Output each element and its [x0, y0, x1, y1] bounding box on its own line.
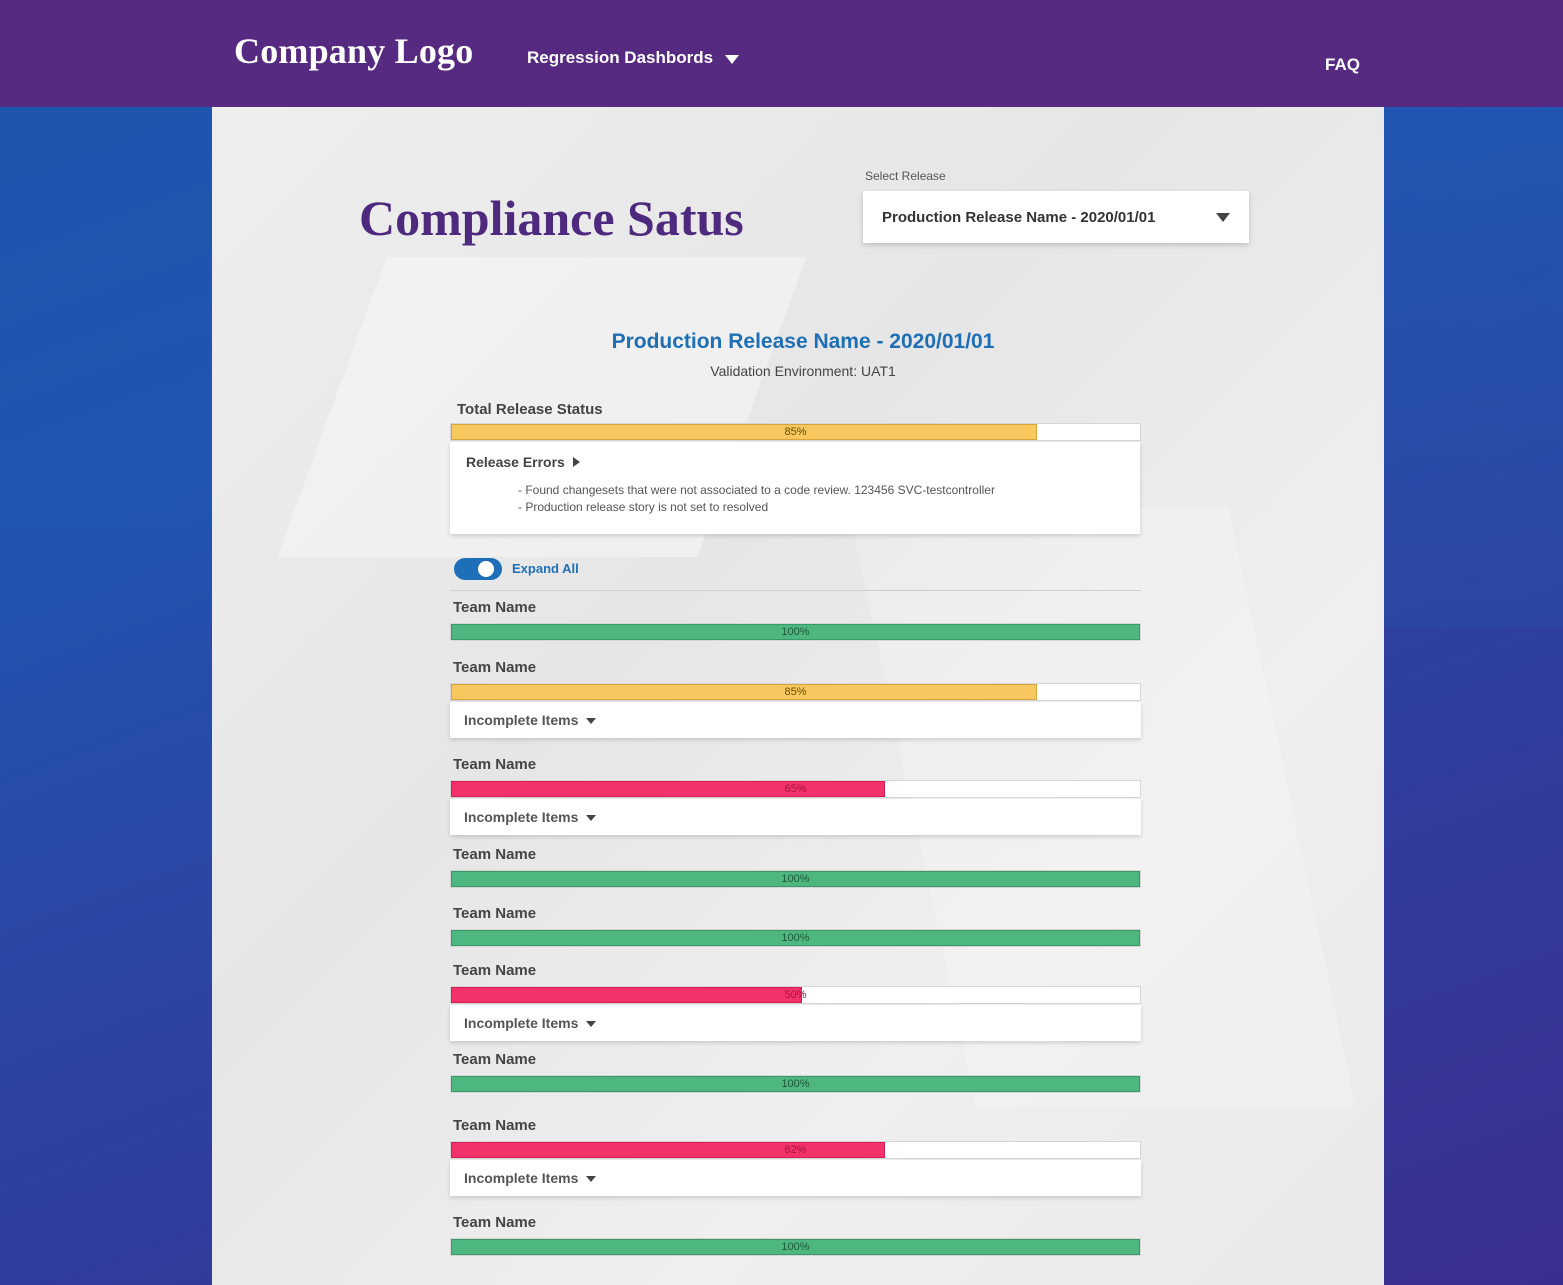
chevron-down-icon [586, 718, 596, 724]
progress-percent: 100% [781, 1241, 810, 1253]
team-name-label: Team Name [453, 756, 537, 773]
regression-dashboards-menu[interactable] [527, 48, 739, 68]
release-select-value: Production Release Name - 2020/01/01 [882, 208, 1156, 226]
team-progress-bar [450, 780, 1141, 798]
progress-percent: 100% [781, 1078, 810, 1090]
incomplete-items-toggle[interactable] [464, 712, 596, 728]
chevron-down-icon [586, 1021, 596, 1027]
chevron-down-icon [1216, 213, 1230, 222]
regression-dashboards-label: Regression Dashbords [527, 48, 714, 67]
incomplete-items-label: Incomplete Items [464, 809, 579, 825]
top-navigation-bar [0, 0, 1563, 107]
team-progress-bar [450, 1141, 1141, 1159]
incomplete-items-label: Incomplete Items [464, 1170, 579, 1186]
release-errors-toggle[interactable] [466, 454, 580, 470]
background-shard [0, 107, 212, 527]
team-name-label: Team Name [453, 905, 537, 922]
progress-percent: 100% [781, 626, 810, 638]
incomplete-items-panel [450, 702, 1141, 738]
release-error-item: - Production release story is not set to resolved [518, 500, 769, 514]
progress-percent: 65% [784, 783, 807, 795]
incomplete-items-toggle[interactable] [464, 809, 596, 825]
team-name-label: Team Name [453, 1051, 537, 1068]
page-title: Compliance Satus [359, 190, 744, 246]
incomplete-items-label: Incomplete Items [464, 712, 579, 728]
progress-percent: 100% [781, 932, 810, 944]
team-name-label: Team Name [453, 1214, 537, 1231]
team-name-label: Team Name [453, 659, 537, 676]
chevron-down-icon [725, 55, 739, 64]
progress-percent: 85% [784, 686, 807, 698]
team-progress-bar [450, 870, 1141, 888]
incomplete-items-panel [450, 799, 1141, 835]
progress-percent: 62% [784, 1144, 807, 1156]
company-logo[interactable]: Company Logo [234, 31, 474, 71]
release-title: Production Release Name - 2020/01/01 [611, 330, 995, 353]
select-release-label: Select Release [865, 169, 946, 183]
team-progress-bar [450, 623, 1141, 641]
progress-percent: 100% [781, 873, 810, 885]
total-release-status-label: Total Release Status [457, 401, 603, 418]
team-name-label: Team Name [453, 1117, 537, 1134]
progress-percent: 85% [784, 426, 807, 438]
team-progress-bar [450, 1075, 1141, 1093]
incomplete-items-panel [450, 1005, 1141, 1041]
incomplete-items-toggle[interactable] [464, 1015, 596, 1031]
toggle-knob [478, 561, 494, 577]
team-name-label: Team Name [453, 846, 537, 863]
total-release-progress-bar [450, 423, 1141, 441]
progress-percent: 50% [784, 989, 807, 1001]
chevron-down-icon [586, 815, 596, 821]
background-shard [1384, 107, 1563, 627]
release-select[interactable] [863, 191, 1249, 243]
team-progress-bar [450, 986, 1141, 1004]
team-progress-bar [450, 1238, 1141, 1256]
team-progress-bar [450, 929, 1141, 947]
validation-environment: Validation Environment: UAT1 [710, 363, 896, 379]
incomplete-items-panel [450, 1160, 1141, 1196]
chevron-right-icon [573, 457, 580, 467]
team-name-label: Team Name [453, 599, 537, 616]
release-errors-title: Release Errors [466, 454, 565, 470]
faq-link[interactable]: FAQ [1325, 55, 1360, 74]
team-name-label: Team Name [453, 962, 537, 979]
team-progress-bar [450, 683, 1141, 701]
release-errors-panel [450, 442, 1140, 534]
release-error-item: - Found changesets that were not associated to a code review. 123456 SVC-testcontroller [518, 483, 995, 497]
chevron-down-icon [586, 1176, 596, 1182]
incomplete-items-toggle[interactable] [464, 1170, 596, 1186]
expand-all-label[interactable]: Expand All [512, 561, 579, 576]
divider [450, 590, 1141, 591]
main-panel [212, 107, 1384, 1285]
expand-all-toggle[interactable] [454, 558, 502, 580]
incomplete-items-label: Incomplete Items [464, 1015, 579, 1031]
